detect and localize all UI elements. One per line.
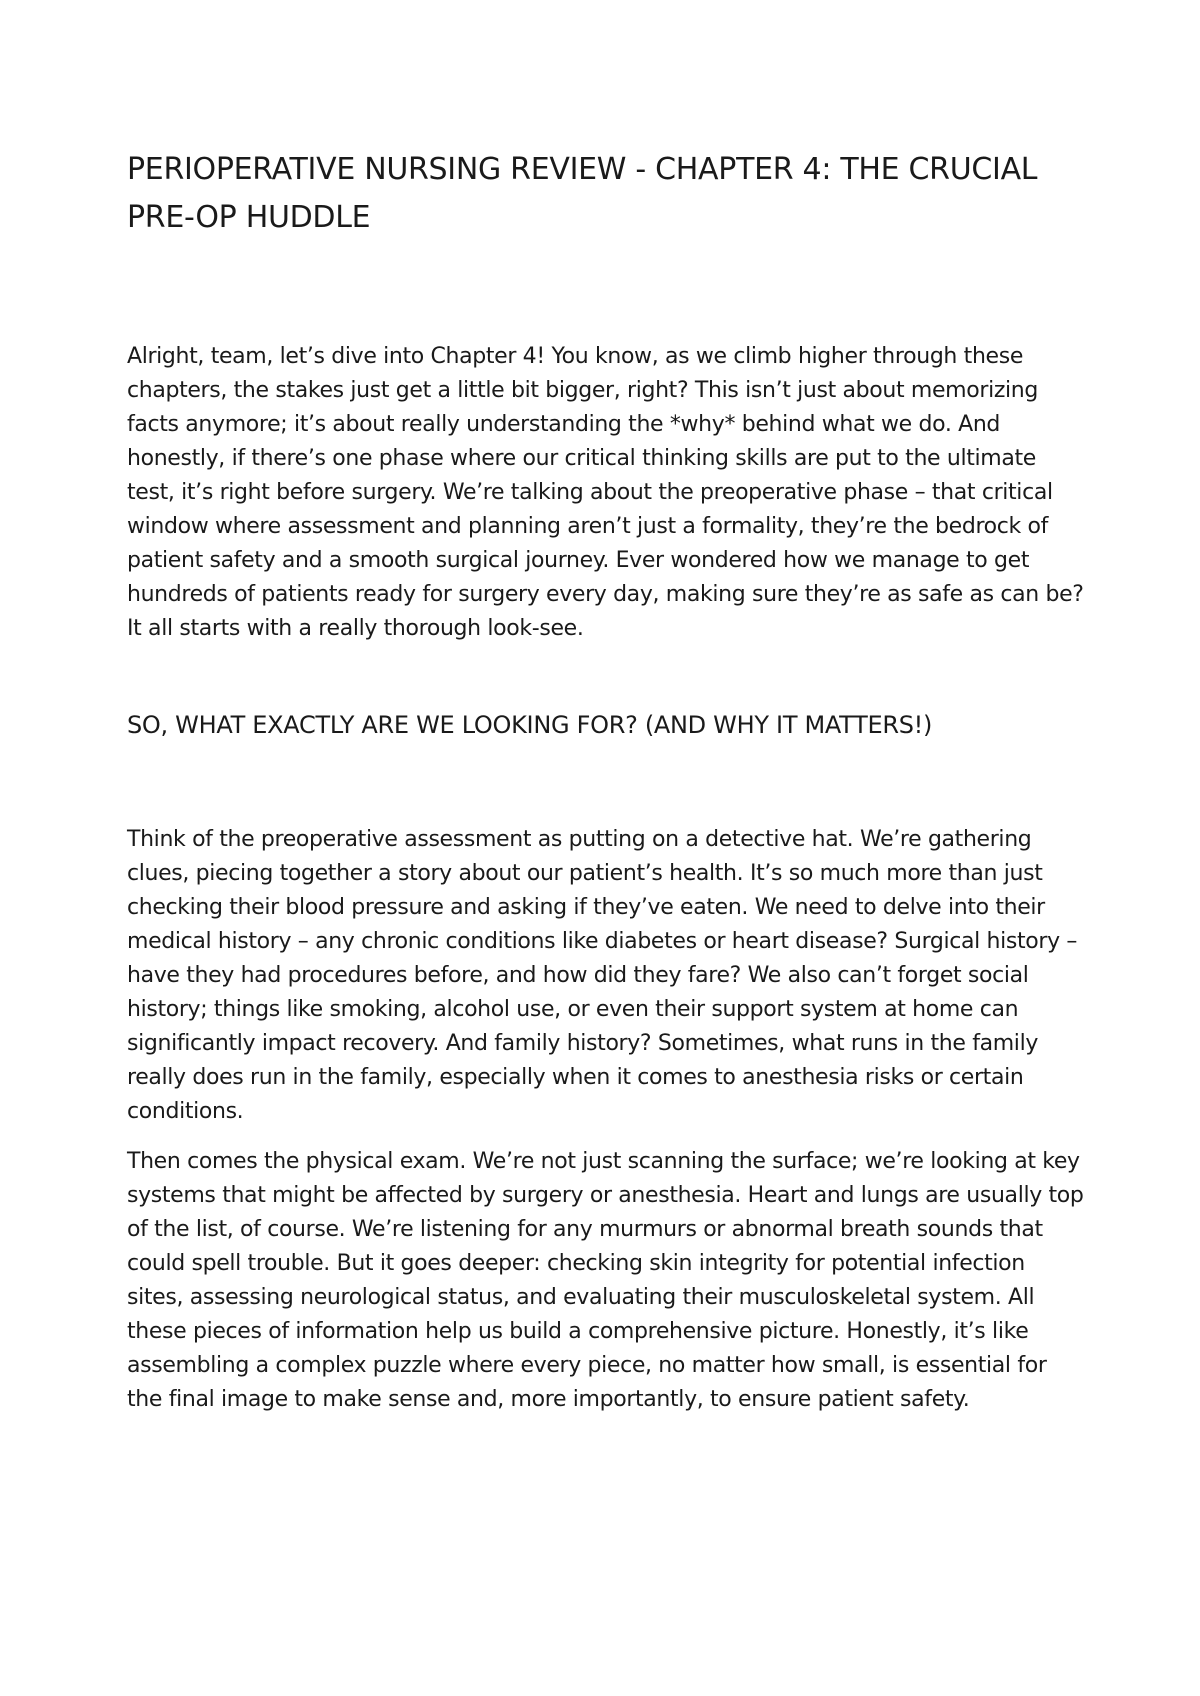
section-body xyxy=(127,823,1085,1417)
section-heading: SO, WHAT EXACTLY ARE WE LOOKING FOR? (AND WHY IT MATTERS!) xyxy=(127,711,933,739)
document-title: PERIOPERATIVE NURSING REVIEW - CHAPTER 4: THE CRUCIAL PRE-OP HUDDLE xyxy=(127,152,1038,235)
document-content xyxy=(127,146,1085,1417)
body-paragraph-assessment: Think of the preoperative assessment as putting on a detective hat. We’re gathering clues, piecing together a story about our patient’s health. It’s so much more than just checking their blood pressure and asking if they’ve eaten. We need to delve into their medical history – any chronic conditions like diabetes or heart disease? Surgical history – have they had procedures before, and how did they fare? We also can’t forget social history; things like smoking, alcohol use, or even their support system at home can significantly impact recovery. And family history? Sometimes, what runs in the family really does run in the family, especially when it comes to anesthesia risks or certain conditions. xyxy=(127,827,1078,1124)
body-paragraph-physical-exam: Then comes the physical exam. We’re not just scanning the surface; we’re looking at key systems that might be affected by surgery or anesthesia. Heart and lungs are usually top of the list, of course. We’re listening for any murmurs or abnormal breath sounds that could spell trouble. But it goes deeper: checking skin integrity for potential infection sites, assessing neurological status, and evaluating their musculoskeletal system. All these pieces of information help us build a comprehensive picture. Honestly, it’s like assembling a complex puzzle where every piece, no matter how small, is essential for the final image to make sense and, more importantly, to ensure patient safety. xyxy=(127,1149,1084,1412)
intro-paragraph: Alright, team, let’s dive into Chapter 4! You know, as we climb higher through these chapters, the stakes just get a little bit bigger, right? This isn’t just about memorizing facts anymore; it’s about really understanding the *why* behind what we do. And honestly, if there’s one phase where our critical thinking skills are put to the ultimate test, it’s right before surgery. We’re talking about the preoperative phase – that critical window where assessment and planning aren’t just a formality, they’re the bedrock of patient safety and a smooth surgical journey. Ever wondered how we manage to get hundreds of patients ready for surgery every day, making sure they’re as safe as can be? It all starts with a really thorough look-see. xyxy=(127,344,1084,641)
